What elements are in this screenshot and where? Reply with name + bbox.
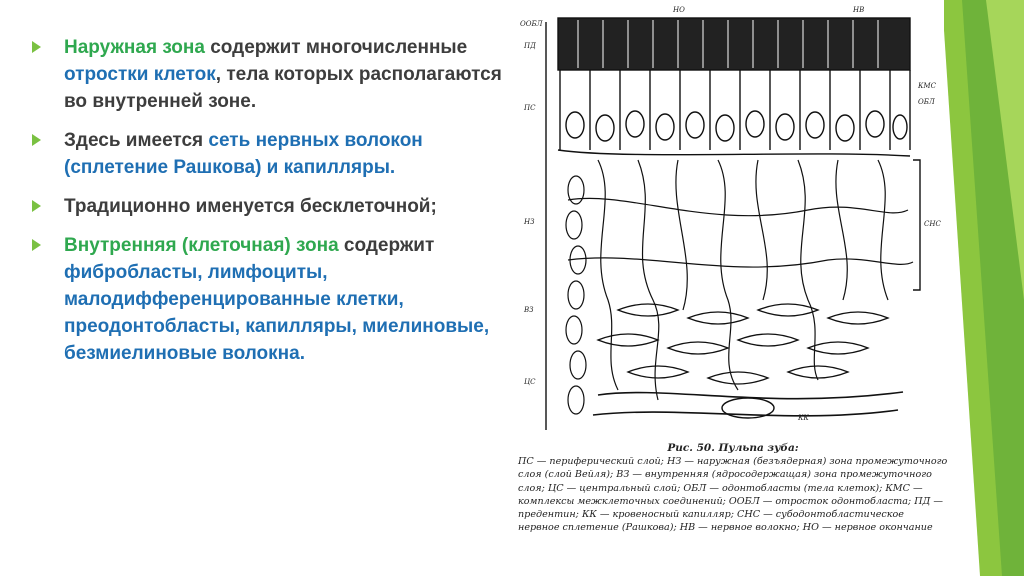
bullet-text-part: Наружная зона	[64, 37, 205, 58]
bullet-text-part: Внутренняя (клеточная) зона	[64, 235, 339, 256]
bullet-text-part: сеть нервных волокон (сплетение Рашкова) и капилляры.	[64, 130, 423, 178]
bullet-text-part: фибробласты, лимфоциты, малодифференцированные клетки, преодонтобласты, капилляры, миелиновые, безмиелиновые волокна.	[64, 262, 490, 364]
label-cs: ЦС	[524, 378, 536, 386]
caption-title: Рис. 50. Пульпа зуба:	[667, 442, 799, 454]
bullet-item-acellular	[32, 193, 502, 220]
bullet-item-nerve-network	[32, 127, 502, 181]
bullet-arrow-icon	[32, 41, 41, 53]
bullet-item-outer-zone	[32, 34, 502, 115]
bullet-text-part: Здесь имеется	[64, 130, 209, 151]
label-oobl: ООБЛ	[520, 20, 543, 28]
bullet-text-part: Традиционно именуется бесклеточной;	[64, 196, 437, 217]
bullet-text-part: содержит	[338, 235, 435, 256]
label-no: НО	[673, 6, 685, 14]
bullet-arrow-icon	[32, 239, 41, 251]
label-obl: ОБЛ	[918, 98, 935, 106]
label-kk: КК	[798, 414, 809, 422]
label-nv: НВ	[853, 6, 865, 14]
label-vz: ВЗ	[524, 306, 534, 314]
bullet-list	[32, 34, 502, 379]
caption-text: ПС — периферический слой; НЗ — наружная (безъядерная) зона промежуточного слоя (слой Вейля); ВЗ — внутренняя (ядросодержащая) зона промежуточного слоя; ЦС — центральный слой; ОБЛ — одонтобласты (тела клеток); КМС — комплексы межклеточных соединений; ООБЛ — отросток одонтобласта; ПД — предентин; КК — кровеносный капилляр; СНС — субодонтобластическое нервное сплетение (Рашкова); НВ — нервное волокно; НО — нервное окончание	[518, 456, 948, 534]
label-pd: ПД	[524, 42, 536, 50]
bullet-arrow-icon	[32, 200, 41, 212]
bullet-text-part: содержит многочисленные	[204, 37, 468, 58]
bullet-arrow-icon	[32, 134, 41, 146]
bullet-item-inner-zone	[32, 232, 502, 367]
label-kms: КМС	[918, 82, 936, 90]
label-ps: ПС	[524, 104, 536, 112]
bullet-text-part: , тела которых располагаются во внутренней зоне.	[64, 64, 502, 112]
bullet-text-part: отростки клеток	[64, 64, 216, 85]
label-nz: НЗ	[524, 218, 535, 226]
label-sns: СНС	[924, 220, 941, 228]
figure-caption	[518, 442, 948, 534]
decorative-green-band	[942, 0, 1024, 576]
